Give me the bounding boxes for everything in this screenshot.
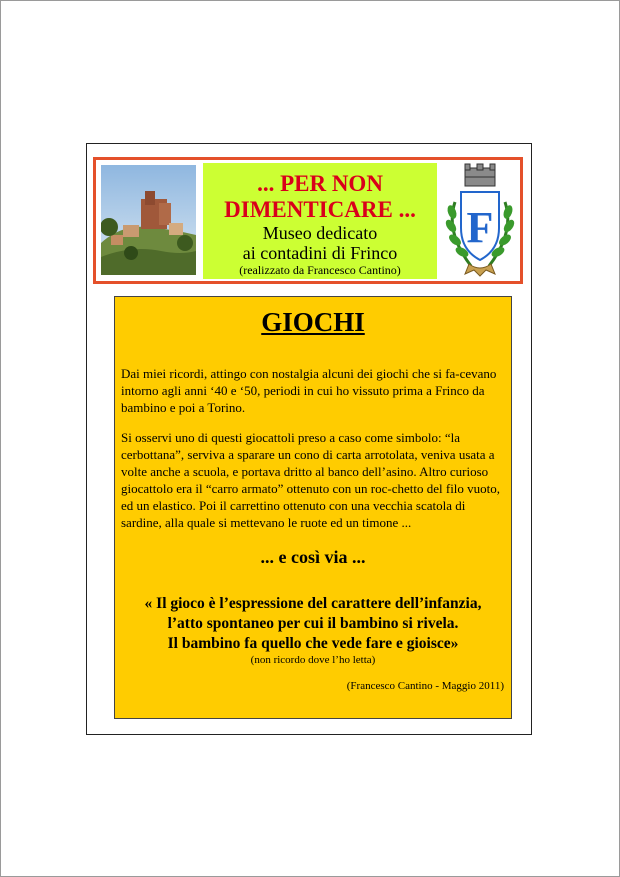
quote-line-1: « Il gioco è l’espressione del carattere dell’infanzia, — [144, 595, 482, 612]
crest-letter: F — [466, 203, 494, 252]
toys-paragraph: Si osservi uno di questi giocattoli preso a caso come simbolo: “la cerbottana”, serviva a sparare un cono di carta arrotolata, veniva usata a volte anche a scuola, e portava dritto al banco dell’asino. Altro curioso giocattolo era il “carro armato” ottenuto con un roc-chetto del filo vuoto, ed un elastico. Poi il carrettino ottenuto con una vecchia scatola di sardine, alla quale si mettevano le ruote ed un timone ... — [121, 430, 501, 530]
coat-of-arms-icon — [441, 162, 519, 279]
quote-line-2: l’atto spontaneo per cui il bambino si rivela. — [167, 615, 459, 632]
intro-paragraph: Dai miei ricordi, attingo con nostalgia alcuni dei giochi che si fa-cevano intorno agli anni ‘40 e ‘50, periodi in cui ho vissuto prima a Frinco da bambino e poi a Torino. — [121, 366, 497, 415]
title-panel — [203, 163, 437, 279]
signature: (Francesco Cantino - Maggio 2011) — [346, 680, 504, 692]
etc-line: ... e così via ... — [260, 547, 366, 567]
village-photo — [101, 165, 196, 275]
subtitle-line-2: ai contadini di Frinco — [242, 243, 398, 263]
quote-source-note: (non ricordo dove l’ho letta) — [250, 654, 376, 666]
header-banner — [93, 157, 523, 284]
title-line-2: DIMENTICARE ... — [224, 197, 416, 222]
subtitle-line-1: Museo dedicato — [262, 223, 378, 243]
credit-text: (realizzato da Francesco Cantino) — [239, 263, 401, 277]
section-heading: GIOCHI — [261, 307, 365, 337]
title-line-1: ... PER NON — [257, 171, 383, 196]
quote-line-3: Il bambino fa quello che vede fare e gioisce» — [167, 635, 459, 652]
quote-block — [115, 594, 511, 654]
content-panel — [114, 296, 512, 719]
